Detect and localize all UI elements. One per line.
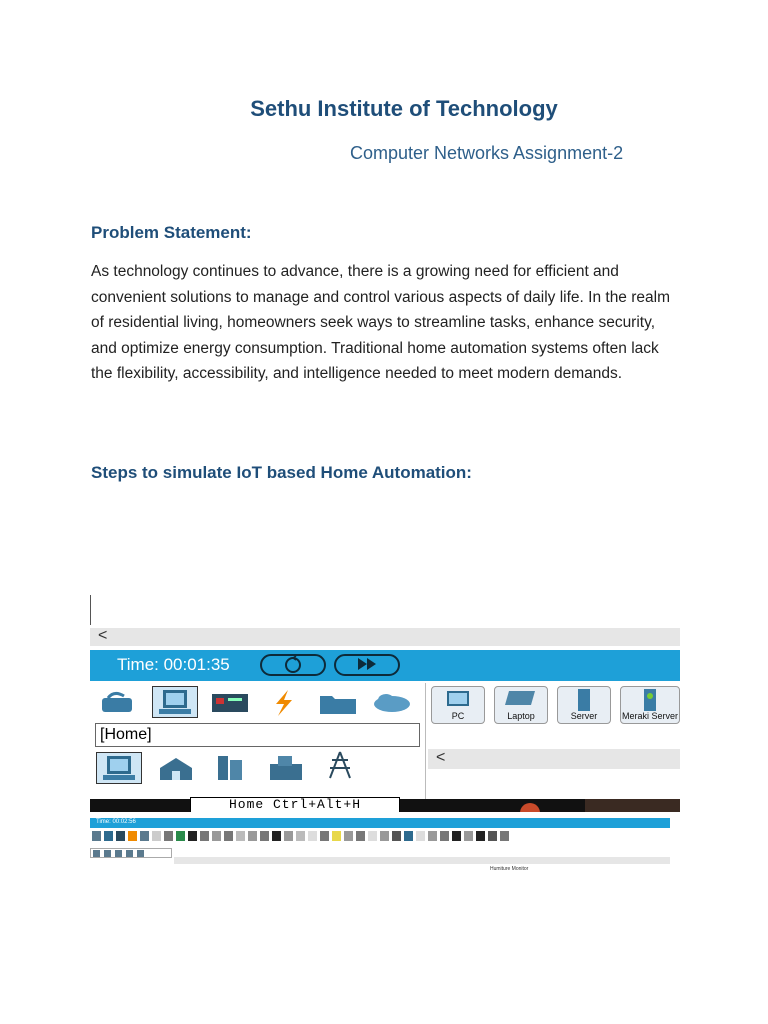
device-icon[interactable] <box>332 831 341 841</box>
steps-heading: Steps to simulate IoT based Home Automation: <box>91 463 472 482</box>
device-icon[interactable] <box>476 831 485 841</box>
tooltip: Home Ctrl+Alt+H <box>190 797 400 812</box>
time-label: Time: 00:01:35 <box>117 655 230 674</box>
device-icon[interactable] <box>308 831 317 841</box>
device-icon[interactable] <box>428 831 437 841</box>
mini-time-label: Time: 00:02:56 <box>96 819 136 825</box>
device-icon[interactable] <box>404 831 413 841</box>
power-grid-icon[interactable] <box>318 750 362 780</box>
device-icon-strip <box>92 831 667 844</box>
pc-icon[interactable] <box>104 831 113 841</box>
cloud-icon[interactable] <box>152 831 161 841</box>
device-icon[interactable] <box>200 831 209 841</box>
mini-time-bar <box>90 818 670 828</box>
device-icon[interactable] <box>248 831 257 841</box>
device-icon[interactable] <box>488 831 497 841</box>
fast-forward-icon <box>355 656 379 672</box>
home-icon[interactable] <box>154 754 198 784</box>
device-icon[interactable] <box>440 831 449 841</box>
device-icon[interactable] <box>284 831 293 841</box>
router-icon[interactable] <box>92 831 101 841</box>
document-subtitle: Computer Networks Assignment-2 <box>350 143 624 163</box>
device-list-panel <box>428 683 680 799</box>
scroll-left-icon[interactable]: < <box>98 627 108 644</box>
reset-time-button[interactable] <box>260 654 326 676</box>
device-list-scrollbar[interactable] <box>428 749 680 769</box>
device-laptop[interactable] <box>494 686 548 724</box>
smart-city-icon[interactable] <box>208 752 252 782</box>
device-icon[interactable] <box>452 831 461 841</box>
device-category-panel <box>90 683 426 799</box>
device-icon[interactable] <box>356 831 365 841</box>
industrial-icon[interactable] <box>264 752 308 782</box>
category-mini-icon[interactable] <box>104 850 111 857</box>
laptop-icon <box>501 689 541 711</box>
device-label: Server <box>570 711 598 721</box>
device-icon[interactable] <box>416 831 425 841</box>
category-label: [Home] <box>95 723 420 747</box>
device-icon[interactable] <box>260 831 269 841</box>
server-icon <box>569 688 599 712</box>
device-server[interactable] <box>557 686 611 724</box>
device-icon[interactable] <box>320 831 329 841</box>
lightning-icon[interactable] <box>128 831 137 841</box>
device-icon[interactable] <box>236 831 245 841</box>
reset-clock-icon <box>282 656 304 674</box>
device-icon[interactable] <box>344 831 353 841</box>
device-pc[interactable] <box>431 686 485 724</box>
network-devices-icon[interactable] <box>98 688 142 718</box>
miscellaneous-icon[interactable] <box>316 688 360 718</box>
divider <box>90 595 91 625</box>
mini-device-label: Humiture Monitor <box>490 866 529 872</box>
folder-icon[interactable] <box>140 831 149 841</box>
problem-heading: Problem Statement: <box>91 223 252 242</box>
device-label: Meraki Server <box>621 711 678 721</box>
device-icon[interactable] <box>380 831 389 841</box>
device-icon[interactable] <box>224 831 233 841</box>
problem-text: As technology continues to advance, there is a growing need for efficient and convenient solutions to manage and control various aspects of daily life. In the realm of residential living, homeowners seek ways to streamline tasks, enhance security, and optimize energy consumption. Traditional home automation systems often lack the flexibility, accessibility, and intelligence needed to meet modern demands. <box>91 263 670 383</box>
components-icon[interactable] <box>116 831 125 841</box>
pc-icon <box>443 689 473 711</box>
device-icon[interactable] <box>296 831 305 841</box>
time-bar <box>90 650 680 681</box>
device-icon[interactable] <box>392 831 401 841</box>
packet-tracer-screenshot <box>90 595 680 812</box>
category-mini-icon[interactable] <box>126 850 133 857</box>
multiuser-icon[interactable] <box>370 688 414 718</box>
device-icon[interactable] <box>464 831 473 841</box>
category-row <box>90 848 172 858</box>
device-label: PC <box>451 711 465 721</box>
packet-tracer-toolbar-screenshot <box>90 818 670 874</box>
category-mini-icon[interactable] <box>115 850 122 857</box>
scroll-left-icon[interactable]: < <box>436 749 446 766</box>
device-icon[interactable] <box>176 831 185 841</box>
connections-icon[interactable] <box>262 688 306 718</box>
category-mini-icon[interactable] <box>137 850 144 857</box>
document-title: Sethu Institute of Technology <box>250 96 558 121</box>
fast-forward-button[interactable] <box>334 654 400 676</box>
device-icon[interactable] <box>212 831 221 841</box>
device-icon[interactable] <box>188 831 197 841</box>
category-mini-icon[interactable] <box>93 850 100 857</box>
horizontal-scrollbar[interactable] <box>90 628 680 646</box>
device-icon[interactable] <box>272 831 281 841</box>
end-devices-sub-icon[interactable] <box>96 752 142 784</box>
meraki-server-icon <box>635 688 665 712</box>
end-devices-icon[interactable] <box>152 686 198 718</box>
device-icon[interactable] <box>368 831 377 841</box>
device-meraki-server[interactable] <box>620 686 680 724</box>
device-icon[interactable] <box>164 831 173 841</box>
device-label: Laptop <box>507 711 535 721</box>
device-icon[interactable] <box>500 831 509 841</box>
mini-scrollbar[interactable] <box>174 857 670 864</box>
components-icon[interactable] <box>208 688 252 718</box>
